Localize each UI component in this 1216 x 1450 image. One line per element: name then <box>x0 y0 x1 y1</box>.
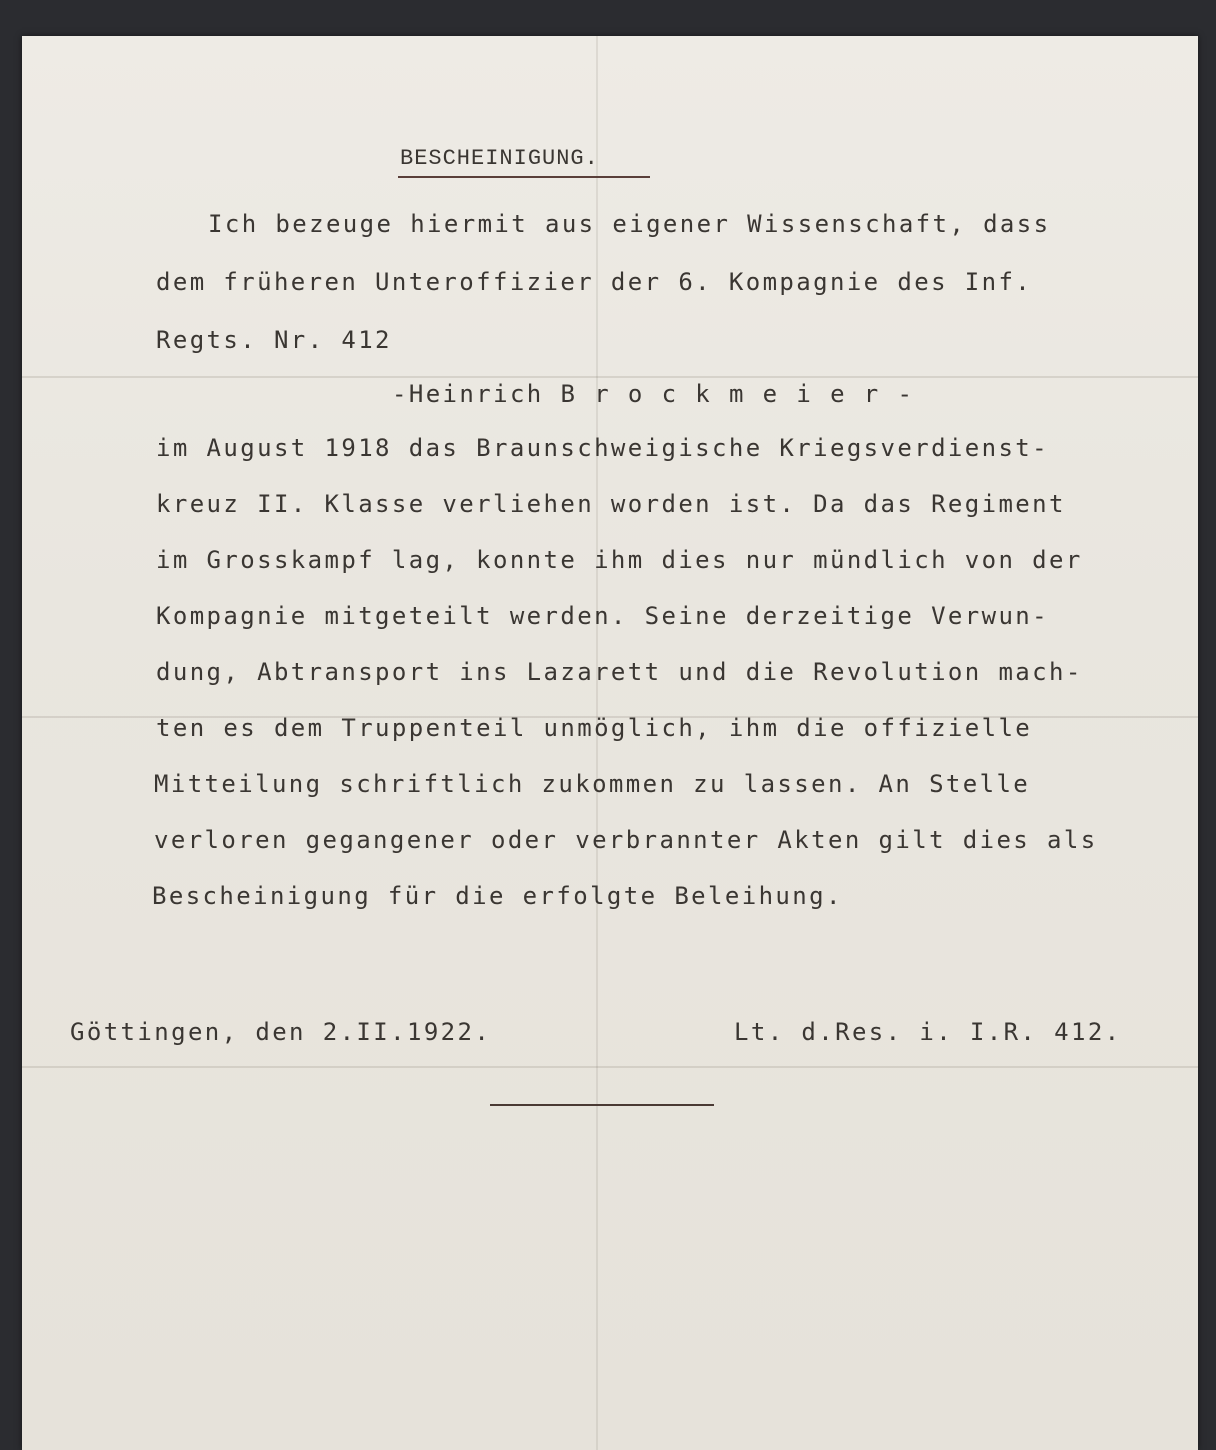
body-line-8: Kompagnie mitgeteilt werden. Seine derzeitige Verwun- <box>156 602 1050 630</box>
body-line-9: dung, Abtransport ins Lazarett und die Revolution mach- <box>156 658 1083 686</box>
fold-line-horizontal-upper <box>22 376 1198 378</box>
title-underline <box>398 176 650 178</box>
body-line-6: kreuz II. Klasse verliehen worden ist. Da das Regiment <box>156 490 1066 518</box>
signatory-rank: Lt. d.Res. i. I.R. 412. <box>734 1018 1122 1046</box>
recipient-name-line: -Heinrich B r o c k m e i e r - <box>392 380 915 408</box>
document-title: BESCHEINIGUNG. <box>400 146 599 171</box>
body-line-2: dem früheren Unteroffizier der 6. Kompagnie des Inf. <box>156 268 1033 296</box>
body-line-3: Regts. Nr. 412 <box>156 326 392 354</box>
fold-line-horizontal-lower <box>22 1066 1198 1068</box>
body-line-5: im August 1918 das Braunschweigische Kriegsverdienst- <box>156 434 1050 462</box>
place-and-date: Göttingen, den 2.II.1922. <box>70 1018 492 1046</box>
body-line-11: Mitteilung schriftlich zukommen zu lassen. An Stelle <box>154 770 1031 798</box>
body-line-13: Bescheinigung für die erfolgte Beleihung. <box>152 882 843 910</box>
signature-line <box>490 1104 714 1106</box>
fold-line-vertical <box>596 36 598 1450</box>
body-line-7: im Grosskampf lag, konnte ihm dies nur mündlich von der <box>156 546 1083 574</box>
body-line-1: Ich bezeuge hiermit aus eigener Wissenschaft, dass <box>208 210 1051 238</box>
certificate-paper <box>22 36 1198 1450</box>
body-line-10: ten es dem Truppenteil unmöglich, ihm die offizielle <box>156 714 1033 742</box>
body-line-12: verloren gegangener oder verbrannter Akten gilt dies als <box>154 826 1098 854</box>
